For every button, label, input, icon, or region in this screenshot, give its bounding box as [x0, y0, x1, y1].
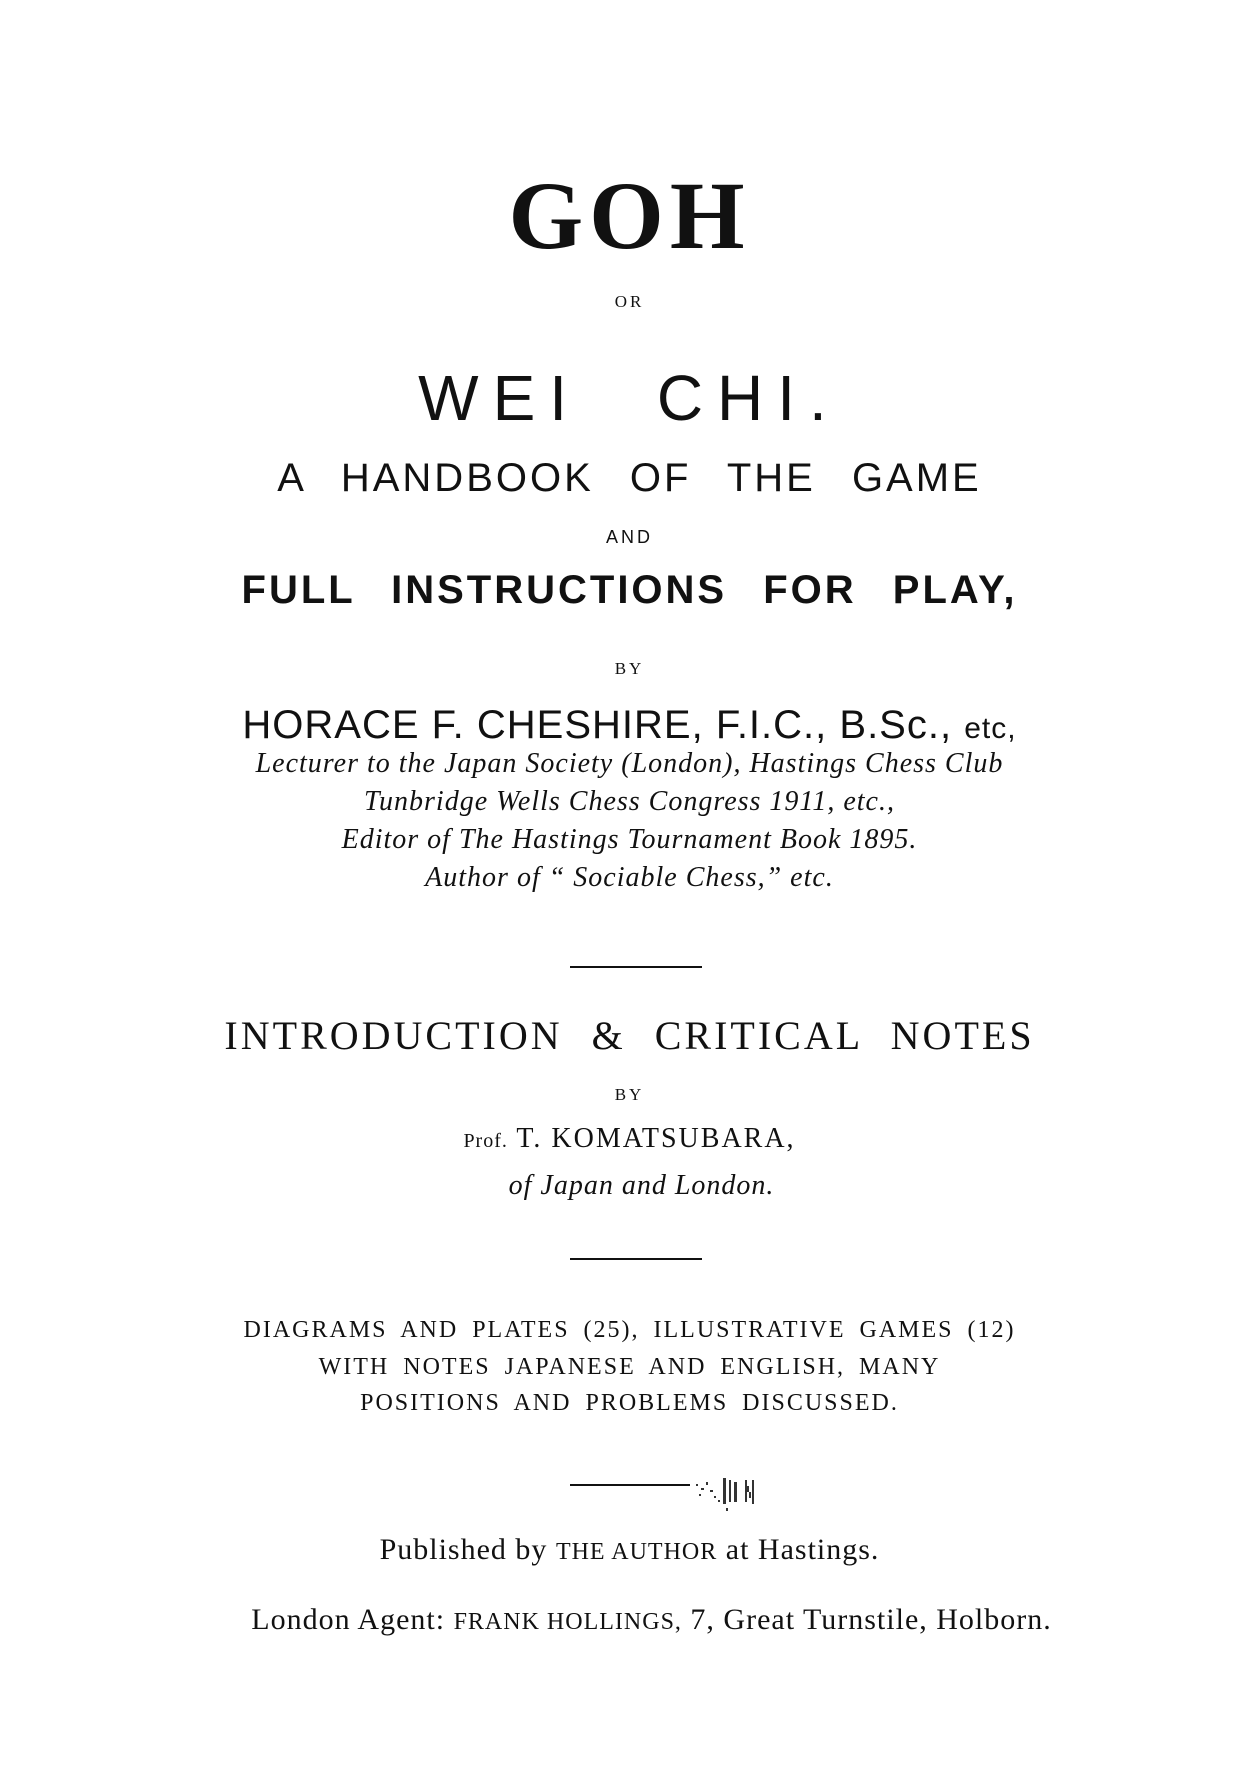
introduction-author — [0, 1125, 1259, 1153]
divider-rule-1 — [570, 966, 702, 968]
author-credential-1: Lecturer to the Japan Society (London), Hastings Chess Club — [255, 748, 1004, 779]
author-by: BY — [614, 659, 645, 678]
subtitle-connector-and: AND — [605, 527, 653, 547]
prof-name: T. KOMATSUBARA, — [516, 1123, 796, 1154]
stamp-mark-icon — [690, 1470, 770, 1520]
book-alt-title: WEI CHI. — [418, 362, 841, 434]
publisher-suffix: at Hastings. — [725, 1533, 880, 1566]
library-stamp — [570, 1470, 770, 1520]
agent-name: FRANK HOLLINGS, — [453, 1609, 682, 1635]
publisher-name: THE AUTHOR — [555, 1539, 718, 1565]
agent-prefix: London Agent: — [251, 1603, 446, 1636]
author-name — [0, 705, 1259, 745]
author-credential-4: Author of “ Sociable Chess,” etc. — [425, 862, 834, 893]
contents-line-2: WITH NOTES JAPANESE AND ENGLISH, MANY — [318, 1354, 941, 1380]
introduction-author-location: of Japan and London. — [508, 1170, 775, 1201]
publisher-line — [0, 1535, 1259, 1565]
contents-line-3: POSITIONS AND PROBLEMS DISCUSSED. — [360, 1390, 899, 1416]
title-connector-or: OR — [614, 292, 645, 311]
subtitle-line-2: FULL INSTRUCTIONS FOR PLAY, — [241, 568, 1018, 612]
author-name-suffix: etc, — [964, 712, 1017, 745]
prof-prefix: Prof. — [463, 1130, 508, 1152]
introduction-heading: INTRODUCTION & CRITICAL NOTES — [224, 1013, 1035, 1058]
subtitle-line-1: A HANDBOOK OF THE GAME — [277, 456, 982, 500]
contents-line-1: DIAGRAMS AND PLATES (25), ILLUSTRATIVE GAMES (12) — [243, 1317, 1016, 1343]
publisher-prefix: Published by — [379, 1533, 548, 1566]
author-name-text: HORACE F. CHESHIRE, F.I.C., B.Sc., — [242, 703, 953, 747]
author-credential-3: Editor of The Hastings Tournament Book 1895. — [341, 824, 918, 855]
divider-rule-2 — [570, 1258, 702, 1260]
stamp-rule — [570, 1484, 690, 1486]
author-credential-2: Tunbridge Wells Chess Congress 1911, etc., — [364, 786, 895, 817]
introduction-by: BY — [614, 1085, 645, 1104]
book-title: GOH — [508, 162, 751, 269]
agent-line — [0, 1605, 1259, 1635]
agent-address: 7, Great Turnstile, Holborn. — [690, 1603, 1052, 1636]
